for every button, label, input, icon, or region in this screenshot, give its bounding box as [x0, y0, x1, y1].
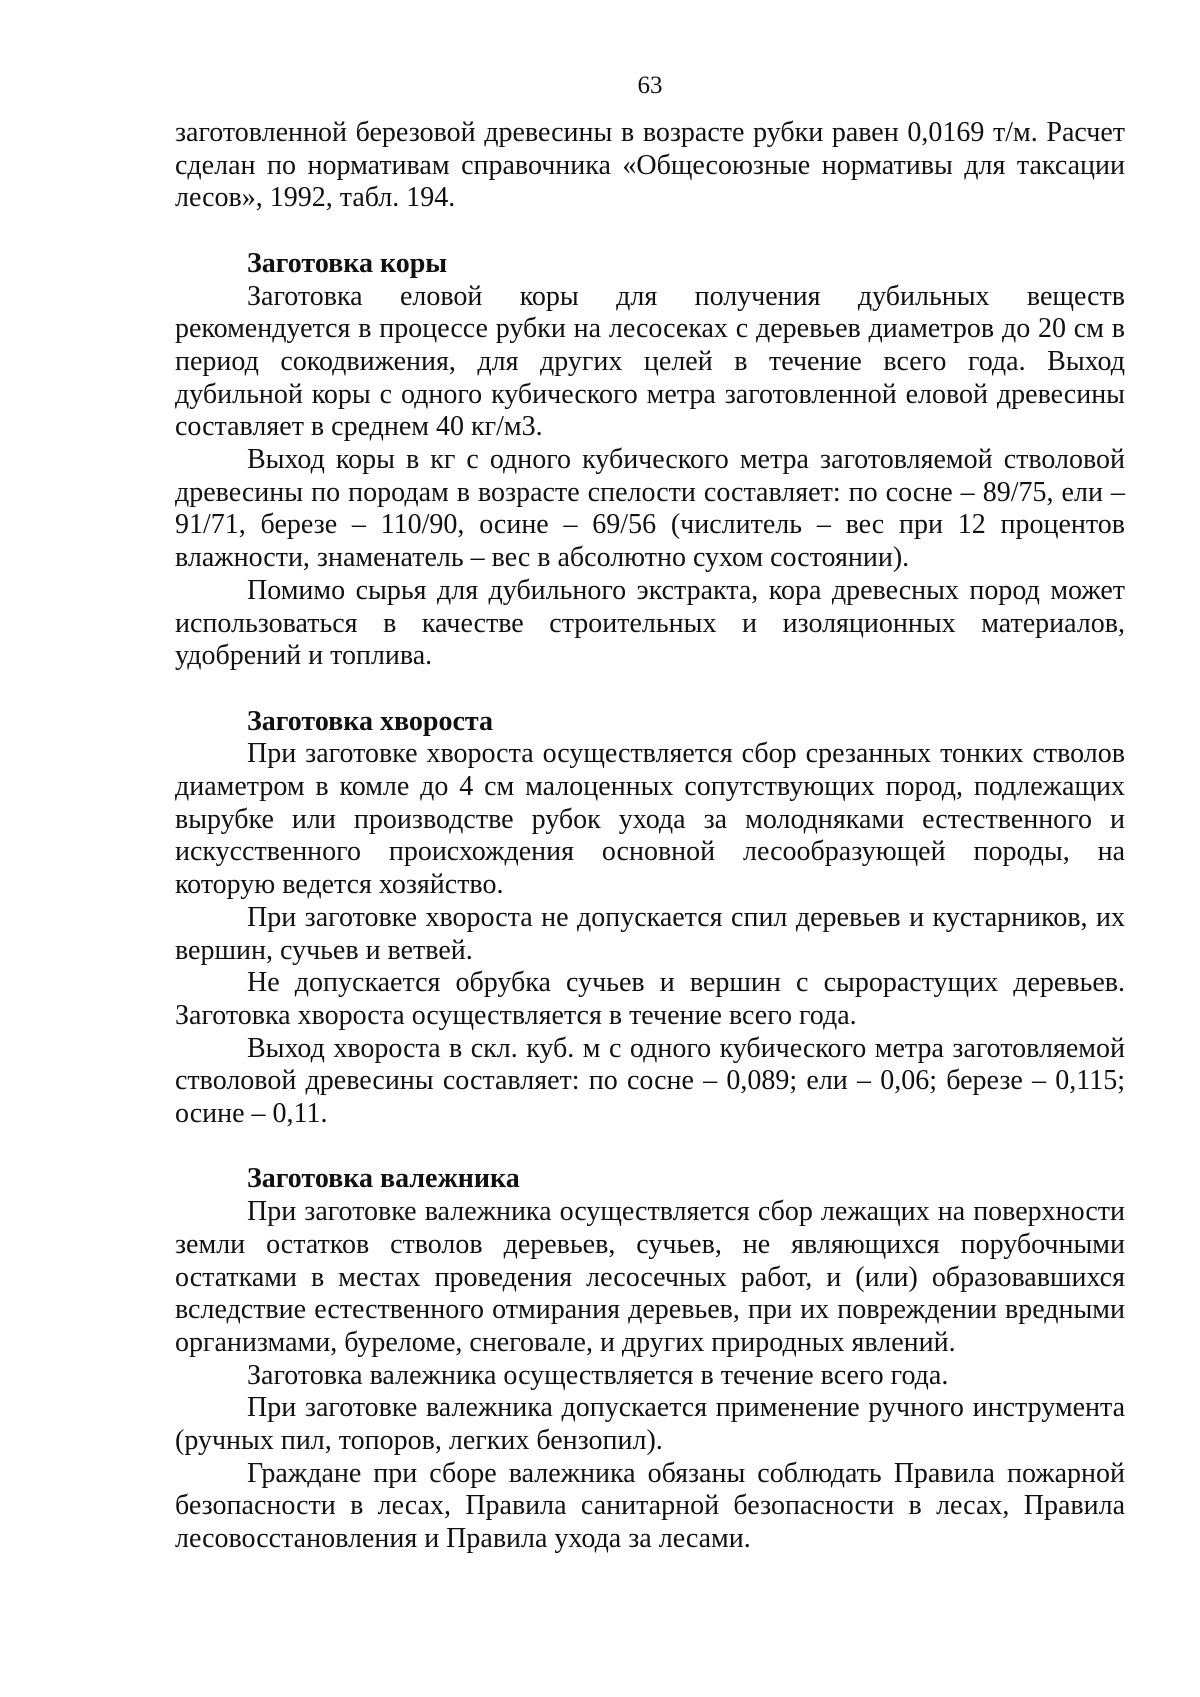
section-heading: Заготовка хвороста: [247, 705, 493, 737]
paragraph: При заготовке валежника допускается применение ручного инструмента (ручных пил, топоров, легких бензопил).: [175, 1392, 1125, 1457]
document-page: [175, 0, 1125, 1697]
paragraph: Помимо сырья для дубильного экстракта, кора древесных пород может использоваться в качестве строительных и изоляционных материалов, удобрений и топлива.: [175, 574, 1125, 672]
section-heading: Заготовка коры: [247, 247, 448, 279]
paragraph: Заготовка валежника осуществляется в течение всего года.: [247, 1359, 949, 1391]
page-number: 63: [637, 72, 663, 99]
paragraph: При заготовке хвороста осуществляется сбор срезанных тонких стволов диаметром в комле до 4 см малоценных сопутствующих пород, подлежащих вырубке или производстве рубок ухода за молодняками естественного и искусственного происхождения основной лесообразующей породы, на которую ведется хозяйство.: [175, 738, 1125, 901]
section-bark: [175, 248, 1125, 673]
section-brushwood: [175, 706, 1125, 1131]
intro-paragraph: заготовленной березовой древесины в возрасте рубки равен 0,0169 т/м. Расчет сделан по нормативам справочника «Общесоюзные нормативы для таксации лесов», 1992, табл. 194.: [175, 117, 1125, 214]
document-body: [175, 117, 1125, 1556]
paragraph: Выход коры в кг с одного кубического метра заготовляемой стволовой древесины по породам в возрасте спелости составляет: по сосне – 89/75, ели – 91/71, березе – 110/90, осине – 69/56 (числитель – вес при 12 процентов влажности, знаменатель – вес в абсолютно сухом состоянии).: [175, 444, 1125, 574]
paragraph: Не допускается обрубка сучьев и вершин с сырорастущих деревьев. Заготовка хвороста осуществляется в течение всего года.: [175, 967, 1125, 1031]
section-deadwood: [175, 1163, 1125, 1555]
paragraph: При заготовке хвороста не допускается спил деревьев и кустарников, их вершин, сучьев и ветвей.: [175, 901, 1125, 966]
paragraph: При заготовке валежника осуществляется сбор лежащих на поверхности земли остатков стволов деревьев, сучьев, не являющихся порубочными остатками в местах проведения лесосечных работ, и (или) образовавшихся вследствие естественного отмирания деревьев, при их повреждении вредными организмами, буреломе, снеговале, и других природных явлений.: [175, 1196, 1125, 1358]
paragraph: Выход хвороста в скл. куб. м с одного кубического метра заготовляемой стволовой древесины составляет: по сосне – 0,089; ели – 0,06; березе – 0,115; осине – 0,11.: [175, 1032, 1125, 1130]
section-heading: Заготовка валежника: [247, 1163, 520, 1195]
paragraph: Заготовка еловой коры для получения дубильных веществ рекомендуется в процессе рубки на лесосеках с деревьев диаметров до 20 см в период сокодвижения, для других целей в течение всего года. Выход дубильной коры с одного кубического метра заготовленной еловой древесины составляет в среднем 40 кг/м3.: [175, 280, 1125, 443]
paragraph: Граждане при сборе валежника обязаны соблюдать Правила пожарной безопасности в лесах, Правила санитарной безопасности в лесах, Правила лесовосстановления и Правила ухода за лесами.: [175, 1457, 1125, 1555]
